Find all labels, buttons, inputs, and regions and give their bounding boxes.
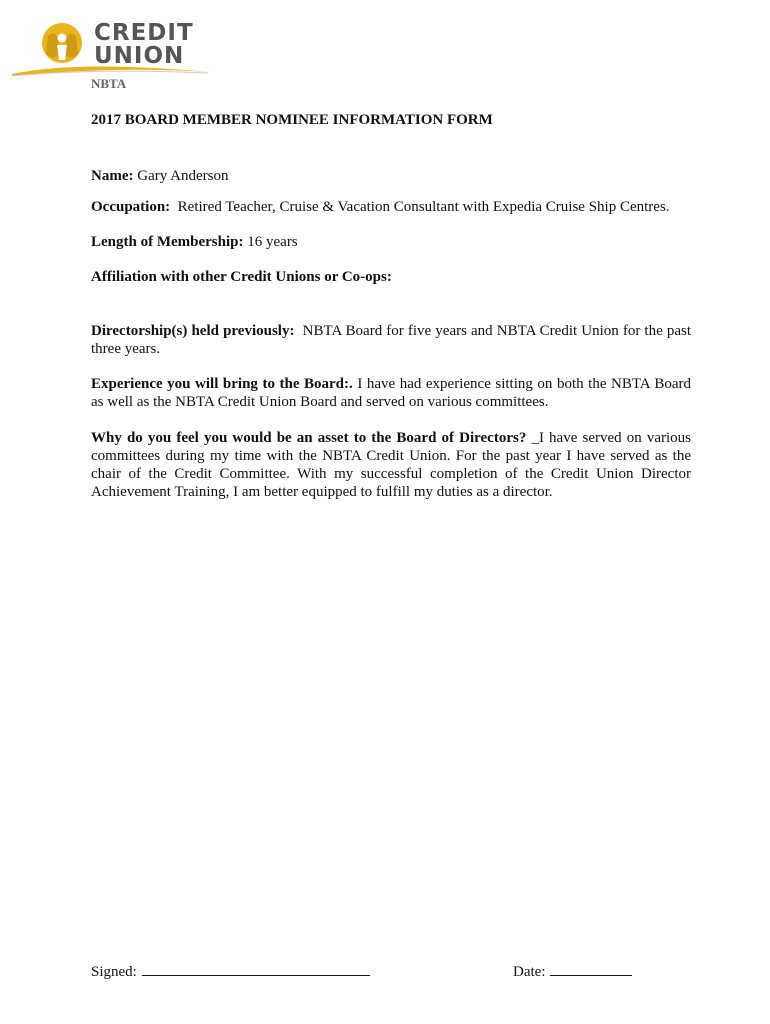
logo-word-credit: CREDIT [94,20,194,46]
experience-label: Experience you will bring to the Board:. [91,376,353,392]
logo-word-union: UNION [94,43,185,69]
membership-field [91,233,691,251]
form-title: 2017 BOARD MEMBER NOMINEE INFORMATION FORM [91,112,493,128]
membership-value: 16 years [247,234,298,250]
directorships-field [91,322,691,358]
name-label: Name: [91,168,134,184]
asset-field [91,429,691,501]
directorships-value: NBTA Board for five years and NBTA Credit Union for the past three years. [91,323,692,357]
membership-label: Length of Membership: [91,234,244,250]
affiliation-label: Affiliation with other Credit Unions or Co-ops: [91,269,392,285]
asset-value: _I have served on various committees during my time with the NBTA Credit Union. For the past year I have served as the chair of the Credit Committee. With my successful completion of the Credit Union Director Achievement Training, I am better equipped to fulfill my duties as a director. [91,430,692,500]
signed-label: Signed: [91,964,137,980]
signature-line[interactable] [142,961,370,976]
affiliation-field [91,268,691,286]
asset-label: Why do you feel you would be an asset to the Board of Directors? [91,430,527,446]
name-value: Gary Anderson [137,168,229,184]
experience-value: I have had experience sitting on both the NBTA Board as well as the NBTA Credit Union Board and served on various committees. [91,376,692,410]
experience-field [91,375,691,411]
logo-sub-nbta: NBTA [91,76,127,91]
signature-block [91,961,370,981]
directorships-label: Directorship(s) held previously: [91,323,295,339]
date-block [513,961,632,981]
occupation-field [91,198,691,216]
occupation-label: Occupation: [91,199,171,215]
occupation-value: Retired Teacher, Cruise & Vacation Consultant with Expedia Cruise Ship Centres. [177,199,670,215]
name-field [91,167,691,185]
date-label: Date: [513,964,546,980]
date-line[interactable] [550,961,632,976]
credit-union-logo [8,16,218,96]
